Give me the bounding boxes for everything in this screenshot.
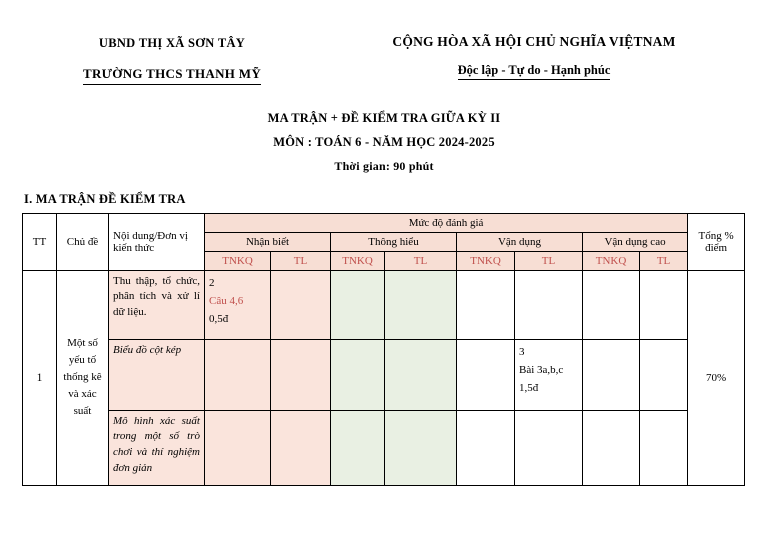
header-sub-vd-tnkq: TNKQ [457,251,515,270]
row-total-percent: 70% [688,270,745,485]
header-tt: TT [23,213,57,270]
cell-nb-tnkq [205,339,271,410]
cell-th-tnkq [331,410,385,485]
header-sub-vdc-tnkq: TNKQ [583,251,640,270]
cell-vd-tnkq [457,410,515,485]
organization-name: UBND THỊ XÃ SƠN TÂY [98,36,246,50]
header-level-nhan-biet: Nhận biết [205,232,331,251]
header-content: Nội dung/Đơn vị kiến thức [109,213,205,270]
header-level-van-dung-cao: Vận dụng cao [583,232,688,251]
header-total-percent: Tổng % điểm [688,213,745,270]
header-level-van-dung: Vận dụng [457,232,583,251]
cell-th-tl [385,339,457,410]
cell-score: 1,5đ [519,381,539,394]
document-subject: MÔN : TOÁN 6 - NĂM HỌC 2024-2025 [273,135,495,149]
cell-th-tnkq [331,339,385,410]
cell-vd-tl [515,270,583,339]
row-content: Thu thập, tổ chức, phân tích và xử lí dữ liệu. [109,270,205,339]
cell-question-ref: Câu 4,6 [209,294,244,307]
cell-nb-tnkq [205,270,271,339]
table-row [23,270,745,339]
header-topic: Chủ đề [57,213,109,270]
row-topic: Một số yếu tố thống kê và xác suất [57,270,109,485]
cell-vdc-tnkq [583,339,640,410]
cell-vd-tl [515,410,583,485]
cell-vd-tnkq [457,339,515,410]
table-row [23,410,745,485]
cell-vdc-tnkq [583,270,640,339]
document-title: MA TRẬN + ĐỀ KIỂM TRA GIỮA KỲ II [267,111,501,126]
cell-vdc-tl [640,339,688,410]
cell-question-ref: Bài 3a,b,c [519,363,564,376]
header-right-block [322,26,746,80]
national-title: CỘNG HÒA XÃ HỘI CHỦ NGHĨA VIỆTNAM [392,34,676,49]
matrix-table [22,213,745,486]
row-tt: 1 [23,270,57,485]
table-header-row-1 [23,213,745,232]
cell-nb-tl [271,410,331,485]
cell-vdc-tl [640,270,688,339]
national-motto: Độc lập - Tự do - Hạnh phúc [458,63,611,80]
cell-vdc-tnkq [583,410,640,485]
section-heading: I. MA TRẬN ĐỀ KIỂM TRA [24,191,186,206]
document-header [22,26,746,85]
header-levels-group: Mức độ đánh giá [205,213,688,232]
document-duration: Thời gian: 90 phút [334,158,434,173]
cell-nb-tl [271,270,331,339]
cell-vd-tnkq [457,270,515,339]
cell-th-tl [385,410,457,485]
header-left-block [22,26,322,85]
row-content: Mô hình xác suất trong một số trò chơi và thí nghiệm đơn giản [109,410,205,485]
header-sub-th-tl: TL [385,251,457,270]
header-sub-vd-tl: TL [515,251,583,270]
school-name: TRƯỜNG THCS THANH MỸ [83,64,261,86]
cell-count: 3 [519,345,525,358]
cell-nb-tl [271,339,331,410]
cell-count: 2 [209,276,215,289]
header-sub-nb-tnkq: TNKQ [205,251,271,270]
header-level-thong-hieu: Thông hiểu [331,232,457,251]
cell-score: 0,5đ [209,312,229,325]
table-row [23,339,745,410]
document-title-block [22,107,746,177]
header-sub-th-tnkq: TNKQ [331,251,385,270]
header-sub-nb-tl: TL [271,251,331,270]
row-content: Biểu đồ cột kép [109,339,205,410]
cell-nb-tnkq [205,410,271,485]
cell-vdc-tl [640,410,688,485]
cell-th-tl [385,270,457,339]
cell-th-tnkq [331,270,385,339]
header-sub-vdc-tl: TL [640,251,688,270]
cell-vd-tl [515,339,583,410]
